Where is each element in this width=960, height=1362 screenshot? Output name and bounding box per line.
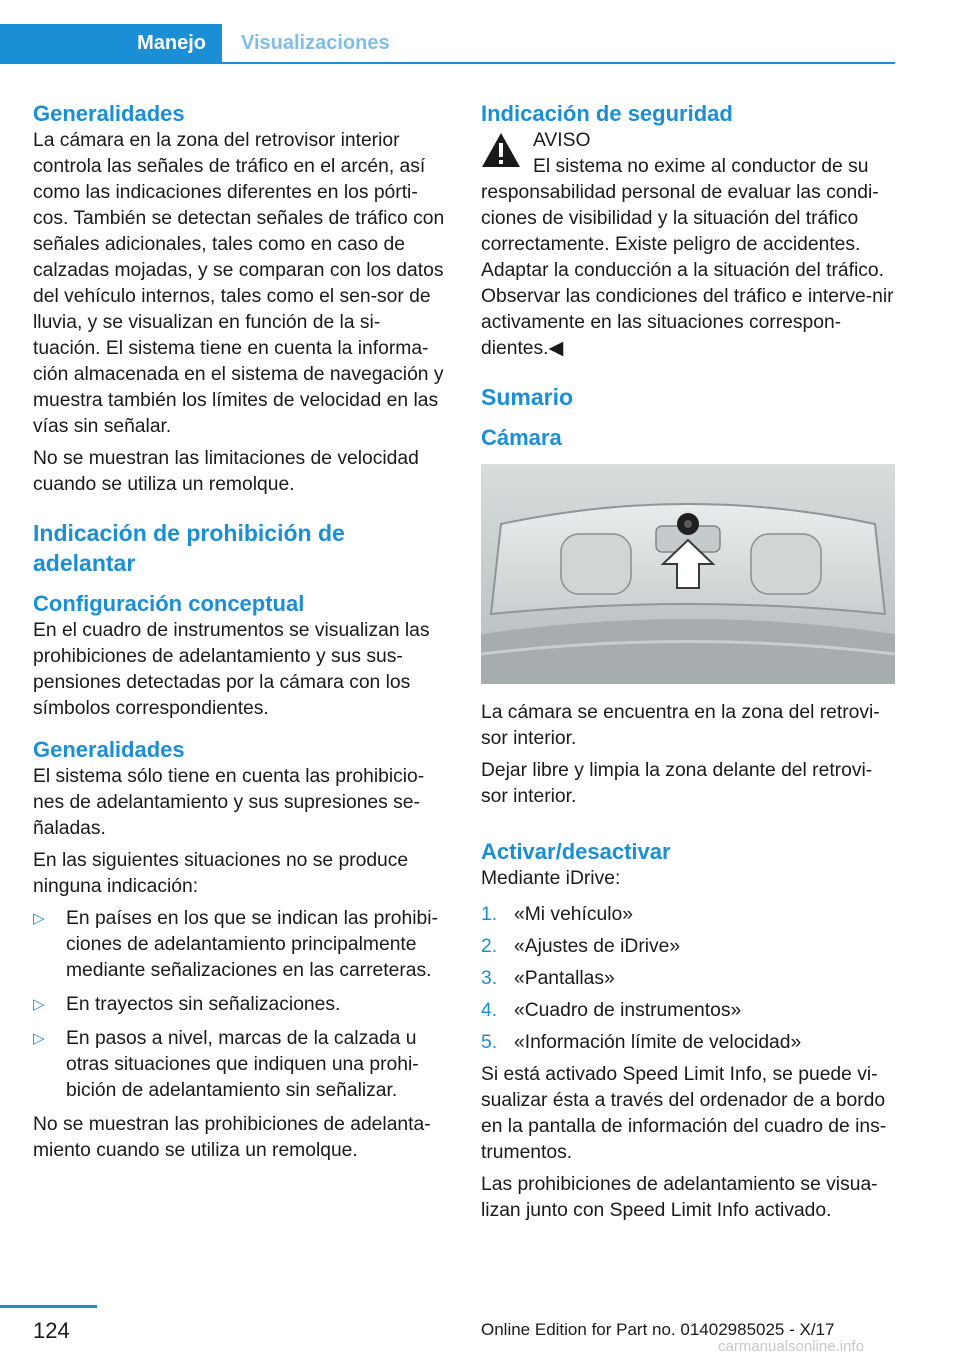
tab-visualizaciones[interactable]: Visualizaciones	[241, 32, 390, 54]
left-column	[33, 100, 445, 1170]
page-number: 124	[33, 1318, 70, 1343]
paragraph: No se muestran las limitaciones de velocidad cuando se utiliza un remolque.	[33, 448, 419, 495]
warning-triangle-icon	[481, 132, 521, 168]
list-item: 3. «Pantallas»	[481, 968, 615, 989]
warning-text: El sistema no exime al conductor de su responsabilidad personal de evaluar las condi-ciones de visibilidad y la situación del tráfico correctamente. Existe peligro de accidentes. Adaptar la conducción a la situación del tráfico. Observar las condiciones del tráfico e interve-nir activamente en las situaciones correspon-dientes.◀	[481, 156, 894, 359]
watermark: carmanualsonline.info	[718, 1338, 864, 1355]
warning-block	[481, 128, 895, 154]
heading-prohibicion-adelantar: Indicación de prohibición de adelantar	[33, 520, 345, 576]
header-tabbar	[0, 24, 895, 64]
paragraph: Las prohibiciones de adelantamiento se visua-lizan junto con Speed Limit Info activado.	[481, 1174, 878, 1221]
paragraph: Dejar libre y limpia la zona delante del retrovi-sor interior.	[481, 760, 873, 807]
list-item: ▷ En pasos a nivel, marcas de la calzada u otras situaciones que indiquen una prohi-bición de adelantamiento sin señalizar.	[33, 1028, 419, 1101]
paragraph: Mediante iDrive:	[481, 868, 621, 889]
triangle-bullet-icon: ▷	[33, 996, 45, 1013]
tab-manejo[interactable]: Manejo	[0, 24, 222, 62]
heading-generalidades: Generalidades	[33, 101, 185, 126]
paragraph: La cámara en la zona del retrovisor interior controla las señales de tráfico en el arcén, así como las indicaciones diferentes en los pórti-cos. También se detectan señales de tráfico con señales adicionales, tales como en caso de calzadas mojadas, y se comparan con los datos del vehículo internos, tales como el sen-sor de lluvia, y se visualizan en función de la si-tuación. El sistema tiene en cuenta la informa-ción almacenada en el sistema de navegación y muestra también los límites de velocidad en las vías sin señalar.	[33, 130, 445, 437]
edition-text: Online Edition for Part no. 01402985025 - X/17	[481, 1320, 835, 1339]
footer-rule	[0, 1305, 97, 1308]
paragraph: En el cuadro de instrumentos se visualizan las prohibiciones de adelantamiento y sus sus-pensiones detectadas por la cámara con los símbolos correspondientes.	[33, 620, 430, 719]
triangle-bullet-icon: ▷	[33, 910, 45, 927]
bullet-list	[33, 906, 445, 1104]
list-item: 2. «Ajustes de iDrive»	[481, 936, 681, 957]
list-item: ▷ En países en los que se indican las prohibi-ciones de adelantamiento principalmente mediante señalizaciones en las carreteras.	[33, 908, 438, 981]
heading-activar-desactivar: Activar/desactivar	[481, 839, 671, 864]
paragraph: El sistema sólo tiene en cuenta las prohibicio-nes de adelantamiento y sus supresiones se-ñaladas.	[33, 766, 425, 839]
paragraph: La cámara se encuentra en la zona del retrovi-sor interior.	[481, 702, 880, 749]
paragraph: Si está activado Speed Limit Info, se puede vi-sualizar ésta a través del ordenador de a bordo en la pantalla de información del cuadro de ins-trumentos.	[481, 1064, 887, 1163]
list-item: 5. «Información límite de velocidad»	[481, 1032, 802, 1053]
heading-indicacion-seguridad: Indicación de seguridad	[481, 101, 733, 126]
heading-generalidades-2: Generalidades	[33, 737, 185, 762]
list-item: 4. «Cuadro de instrumentos»	[481, 1000, 742, 1021]
heading-camara: Cámara	[481, 425, 562, 450]
warning-title: AVISO	[533, 130, 591, 151]
triangle-bullet-icon: ▷	[33, 1030, 45, 1047]
heading-sumario: Sumario	[481, 384, 574, 410]
paragraph: En las siguientes situaciones no se produce ninguna indicación:	[33, 850, 409, 897]
steps-list	[481, 902, 895, 1056]
camera-location-image	[481, 464, 895, 684]
right-column	[481, 100, 895, 1230]
heading-configuracion: Configuración conceptual	[33, 591, 305, 616]
list-item: 1. «Mi vehículo»	[481, 904, 633, 925]
paragraph: No se muestran las prohibiciones de adelanta-miento cuando se utiliza un remolque.	[33, 1114, 431, 1161]
list-item: ▷ En trayectos sin señalizaciones.	[33, 992, 445, 1018]
